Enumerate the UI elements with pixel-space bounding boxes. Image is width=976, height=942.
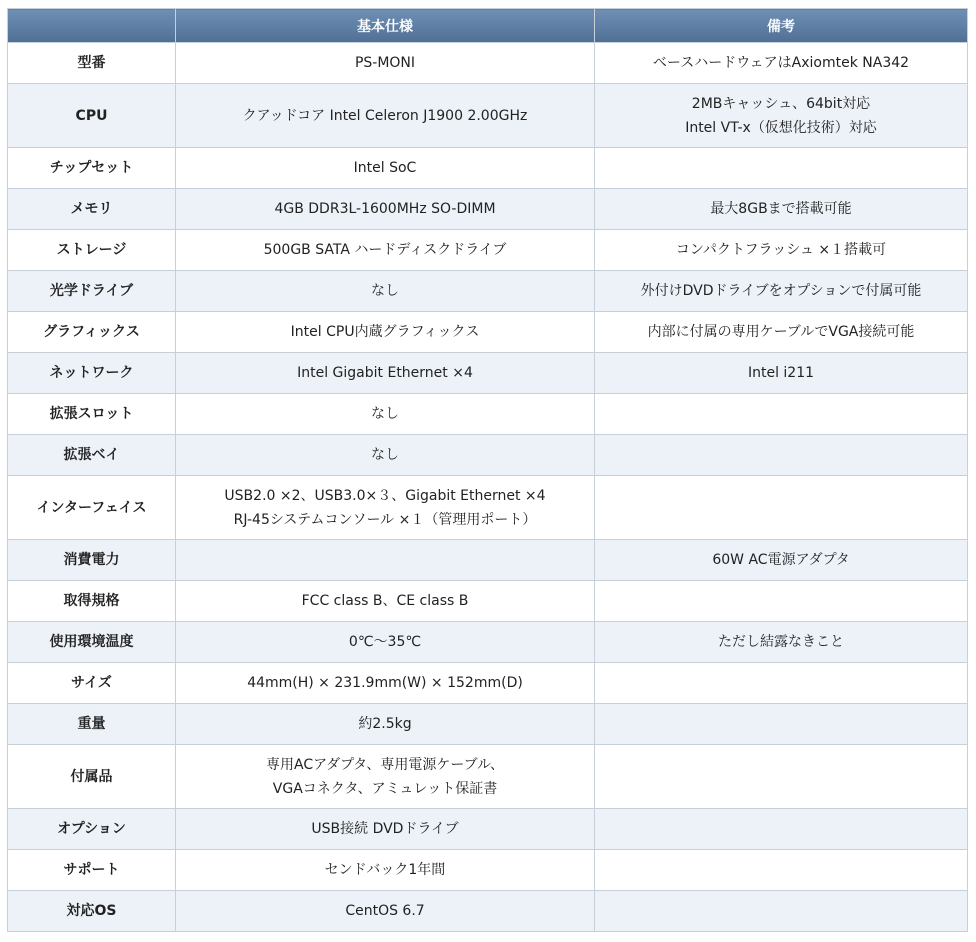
spec-cell [176,271,595,312]
note-cell [595,745,968,809]
row-label: サポート [8,850,176,891]
row-label: ネットワーク [8,353,176,394]
note-value: 2MBキャッシュ、64bit対応 [691,95,871,112]
note-cell [595,435,968,476]
note-cell [595,704,968,745]
table-row [8,435,968,476]
note-cell [595,540,968,581]
spec-cell [176,540,595,581]
row-label: 取得規格 [8,581,176,622]
spec-cell [176,230,595,271]
note-cell [595,891,968,932]
spec-cell [176,850,595,891]
spec-value: CentOS 6.7 [345,903,425,919]
spec-cell [176,435,595,476]
note-value: ただし結露なきこと [718,634,844,650]
spec-value: VGAコネクタ、アミュレット保証書 [272,780,498,797]
spec-cell [176,581,595,622]
note-cell [595,353,968,394]
spec-cell [176,353,595,394]
table-row [8,394,968,435]
note-cell [595,312,968,353]
spec-value: 約2.5kg [358,716,412,732]
note-value: 最大8GBまで搭載可能 [710,201,852,217]
spec-value: なし [371,406,399,422]
note-value: コンパクトフラッシュ ×１搭載可 [675,242,887,258]
table-row [8,704,968,745]
note-cell [595,84,968,148]
row-label: CPU [8,84,176,148]
note-value: 60W AC電源アダプタ [712,552,850,568]
spec-value: 500GB SATA ハードディスクドライブ [263,242,507,258]
spec-cell [176,394,595,435]
note-cell [595,581,968,622]
row-label: メモリ [8,189,176,230]
spec-cell [176,745,595,809]
table-row [8,312,968,353]
note-cell [595,271,968,312]
note-cell [595,850,968,891]
spec-cell [176,622,595,663]
row-label: 拡張ベイ [8,435,176,476]
header-note: 備考 [595,9,968,43]
table-row [8,271,968,312]
row-label: 付属品 [8,745,176,809]
row-label: オプション [8,809,176,850]
spec-value: Intel Gigabit Ethernet ×4 [297,365,473,381]
table-header-row [8,9,968,43]
note-value: Intel i211 [747,365,815,381]
table-row [8,622,968,663]
note-cell [595,476,968,540]
header-spec: 基本仕様 [176,9,595,43]
spec-cell [176,148,595,189]
spec-value: PS-MONI [354,55,416,71]
note-cell [595,230,968,271]
note-cell [595,43,968,84]
spec-value: FCC class B、CE class B [301,593,469,609]
spec-cell [176,704,595,745]
row-label: サイズ [8,663,176,704]
table-row [8,189,968,230]
spec-cell [176,189,595,230]
note-cell [595,189,968,230]
table-row [8,663,968,704]
spec-value: なし [371,447,399,463]
table-row [8,230,968,271]
header-corner [8,9,176,43]
spec-cell [176,476,595,540]
note-value: 内部に付属の専用ケーブルでVGA接続可能 [647,324,915,340]
spec-cell [176,312,595,353]
note-cell [595,622,968,663]
spec-value: 4GB DDR3L-1600MHz SO-DIMM [274,201,496,217]
table-row [8,148,968,189]
spec-cell [176,43,595,84]
spec-table-body [8,43,968,932]
note-cell [595,809,968,850]
row-label: ストレージ [8,230,176,271]
row-label: 光学ドライブ [8,271,176,312]
table-row [8,540,968,581]
spec-cell [176,663,595,704]
row-label: 消費電力 [8,540,176,581]
table-row [8,43,968,84]
spec-value: クアッドコア Intel Celeron J1900 2.00GHz [242,107,528,124]
spec-value: RJ-45システムコンソール ×１（管理用ポート） [233,511,537,528]
row-label: グラフィックス [8,312,176,353]
row-label: 重量 [8,704,176,745]
table-row [8,850,968,891]
row-label: 拡張スロット [8,394,176,435]
table-row [8,476,968,540]
note-cell [595,663,968,704]
note-value: Intel VT-x（仮想化技術）対応 [685,119,877,136]
spec-cell [176,891,595,932]
spec-value: センドバック1年間 [324,862,446,878]
spec-cell [176,809,595,850]
spec-value: 0℃〜35℃ [348,634,422,650]
table-row [8,745,968,809]
note-value: 外付けDVDドライブをオプションで付属可能 [640,283,922,299]
table-row [8,353,968,394]
row-label: インターフェイス [8,476,176,540]
table-row [8,84,968,148]
spec-value: USB接続 DVDドライブ [311,821,459,837]
spec-cell [176,84,595,148]
table-row [8,891,968,932]
spec-value: なし [371,283,399,299]
table-row [8,809,968,850]
spec-table [7,8,968,932]
spec-value: Intel CPU内蔵グラフィックス [290,324,480,340]
spec-table-container [7,8,967,932]
spec-value: 44mm(H) × 231.9mm(W) × 152mm(D) [247,675,523,691]
note-value: ベースハードウェアはAxiomtek NA342 [652,55,910,71]
table-row [8,581,968,622]
row-label: 型番 [8,43,176,84]
row-label: 使用環境温度 [8,622,176,663]
note-cell [595,148,968,189]
row-label: 対応OS [8,891,176,932]
spec-value: Intel SoC [353,160,417,176]
spec-value: USB2.0 ×2、USB3.0×３、Gigabit Ethernet ×4 [224,487,546,504]
row-label: チップセット [8,148,176,189]
note-cell [595,394,968,435]
spec-value: 専用ACアダプタ、専用電源ケーブル、 [266,756,504,773]
